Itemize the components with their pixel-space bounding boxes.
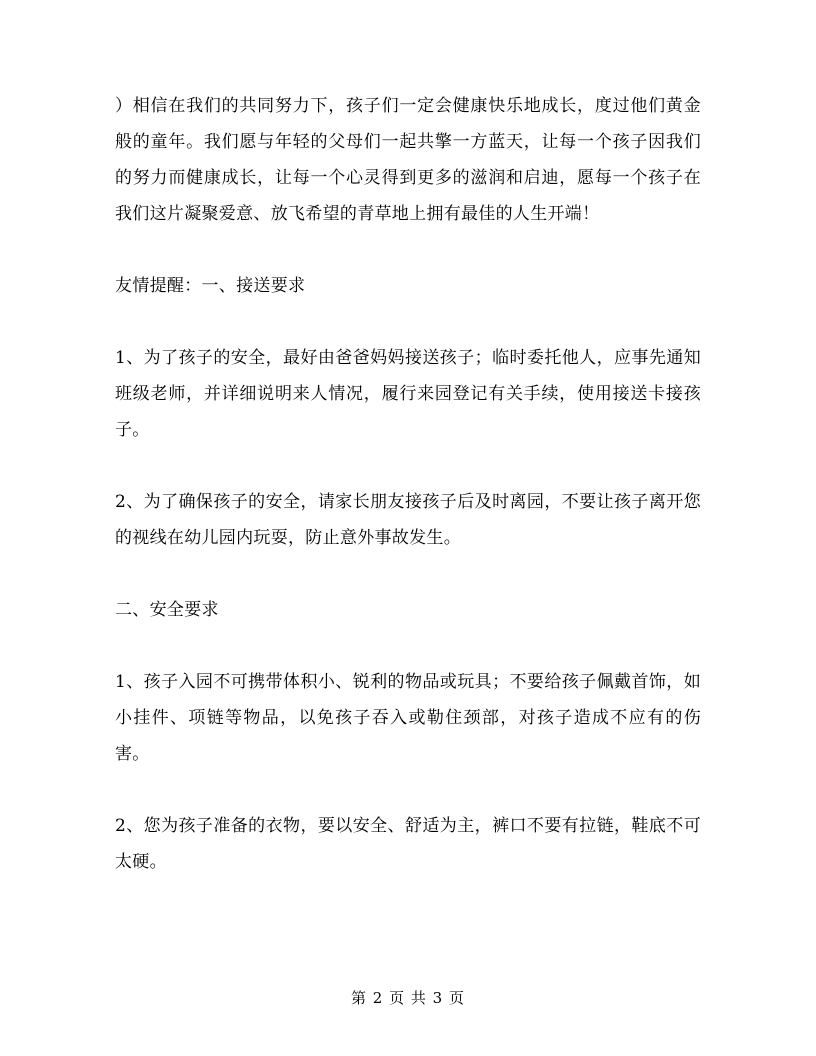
section-heading-pickup: 友情提醒：一、接送要求 [115, 276, 306, 296]
safety-rule-1: 1、孩子入园不可携带体积小、锐利的物品或玩具；不要给孩子佩戴首饰，如小挂件、项链等物品，以免孩子吞入或勒住颈部，对孩子造成不应有的伤害。 [115, 672, 701, 764]
document-body [115, 88, 701, 916]
safety-rule-2: 2、您为孩子准备的衣物，要以安全、舒适为主，裤口不要有拉链，鞋底不可太硬。 [115, 816, 701, 872]
section-heading-safety: 二、安全要求 [115, 600, 219, 620]
pickup-rule-2: 2、为了确保孩子的安全，请家长朋友接孩子后及时离园，不要让孩子离开您的视线在幼儿园内玩耍，防止意外事故发生。 [115, 492, 701, 548]
page-number: 第 2 页 共 3 页 [351, 989, 465, 1007]
pickup-rule-1: 1、为了孩子的安全，最好由爸爸妈妈接送孩子；临时委托他人，应事先通知班级老师，并详细说明来人情况，履行来园登记有关手续，使用接送卡接孩子。 [115, 348, 701, 440]
closing-paragraph: ）相信在我们的共同努力下，孩子们一定会健康快乐地成长，度过他们黄金般的童年。我们愿与年轻的父母们一起共擎一方蓝天，让每一个孩子因我们的努力而健康成长，让每一个心灵得到更多的滋润和启迪，愿每一个孩子在我们这片凝聚爱意、放飞希望的青草地上拥有最佳的人生开端！ [115, 96, 701, 224]
